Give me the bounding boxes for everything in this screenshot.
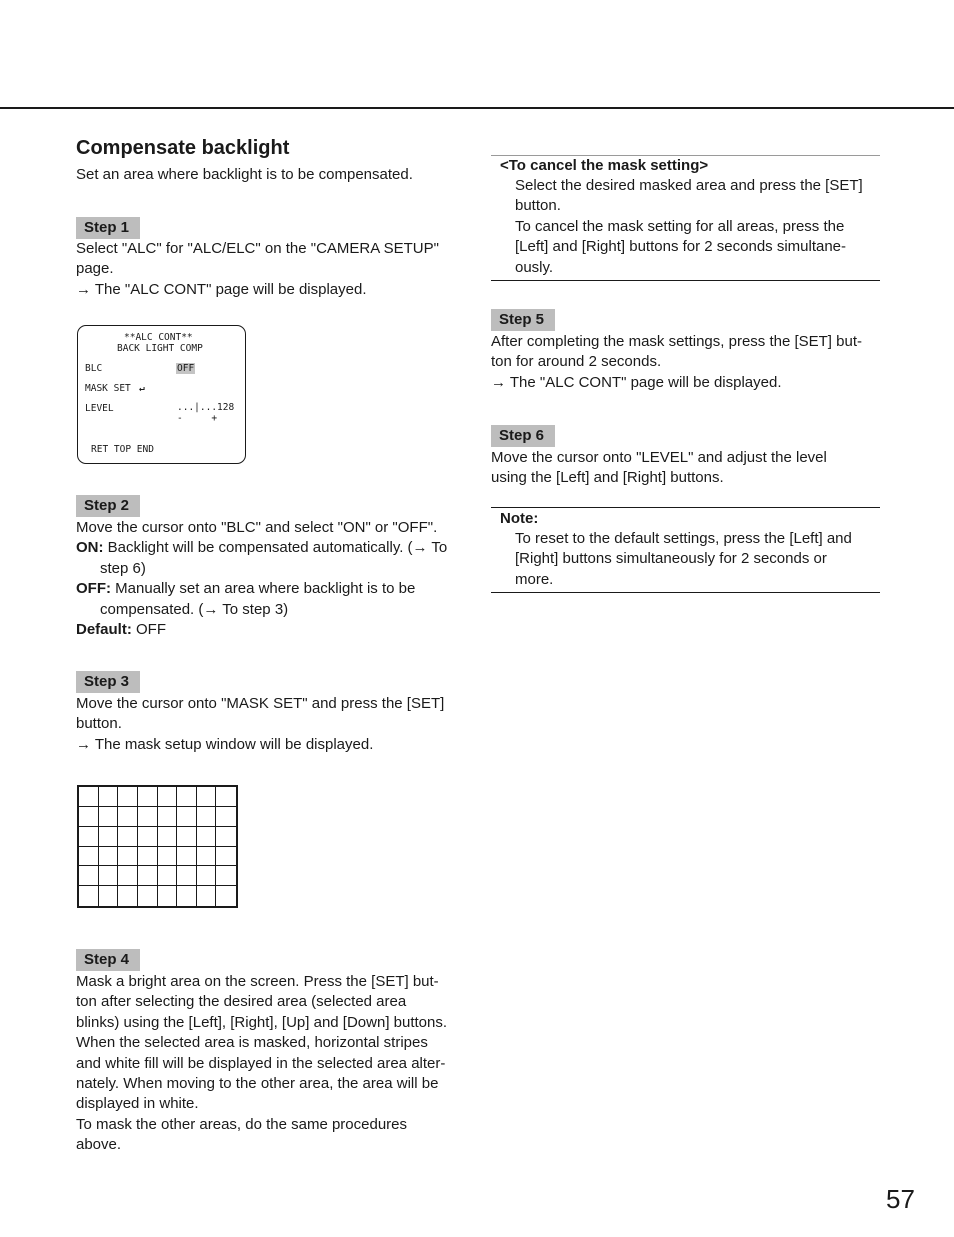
step-6-badge: Step 6 <box>491 425 555 447</box>
grid-cell <box>197 827 217 847</box>
grid-cell <box>138 807 158 827</box>
step-4-line: To mask the other areas, do the same procedures <box>76 1115 408 1133</box>
grid-cell <box>177 886 197 906</box>
grid-cell <box>177 847 197 867</box>
grid-cell <box>118 827 138 847</box>
step-3-result: → The mask setup window will be displayed. <box>76 735 374 753</box>
step-5-body <box>491 332 883 393</box>
grid-cell <box>177 827 197 847</box>
step-2-line: Move the cursor onto "BLC" and select "ON" or "OFF". <box>76 519 438 536</box>
grid-cell <box>158 886 178 906</box>
grid-cell <box>118 807 138 827</box>
step-1-result: → The "ALC CONT" page will be displayed. <box>76 280 367 298</box>
step-6-line: Move the cursor onto "LEVEL" and adjust the level <box>491 449 827 466</box>
grid-cell <box>216 787 236 807</box>
note-line: more. <box>515 570 554 588</box>
grid-cell <box>138 847 158 867</box>
alc-cont-osd-screen <box>77 325 246 464</box>
step-1-line: Select "ALC" for "ALC/ELC" on the "CAMERA SETUP" <box>76 240 439 257</box>
cancel-box-bottom-rule <box>491 280 880 281</box>
osd-blc-value: OFF <box>177 363 195 374</box>
step-6-line: using the [Left] and [Right] buttons. <box>491 469 724 487</box>
cancel-line: ously. <box>515 258 554 276</box>
grid-cell <box>216 866 236 886</box>
step-4-line: above. <box>76 1136 122 1154</box>
grid-cell <box>118 787 138 807</box>
step-3-line: button. <box>76 715 122 733</box>
cancel-line: To cancel the mask setting for all areas, press the <box>515 217 845 235</box>
osd-blc-label: BLC <box>85 363 103 374</box>
cancel-title: <To cancel the mask setting> <box>500 157 709 174</box>
grid-cell <box>158 847 178 867</box>
grid-cell <box>197 847 217 867</box>
step-2-badge: Step 2 <box>76 495 140 517</box>
osd-mask-label: MASK SET <box>85 383 131 394</box>
off-label: OFF: <box>76 580 111 598</box>
step-1-line: page. <box>76 260 114 278</box>
grid-cell <box>99 847 119 867</box>
step-2-default <box>76 620 468 640</box>
grid-cell <box>216 807 236 827</box>
grid-cell <box>216 827 236 847</box>
grid-cell <box>138 886 158 906</box>
enter-icon: ↵ <box>139 383 145 394</box>
step-5-line: ton for around 2 seconds. <box>491 353 662 371</box>
default-text: OFF <box>131 621 167 639</box>
step-3-badge: Step 3 <box>76 671 140 693</box>
step-4-line: Mask a bright area on the screen. Press the [SET] but- <box>76 973 439 990</box>
step-5-line: After completing the mask settings, press the [SET] but- <box>491 333 862 350</box>
page-number: 57 <box>886 1184 915 1214</box>
grid-cell <box>99 866 119 886</box>
on-text: Backlight will be compensated automatically. (→ To step 6) <box>100 539 448 577</box>
grid-cell <box>216 886 236 906</box>
intro-text: Set an area where backlight is to be compensated. <box>76 166 413 183</box>
note-line: To reset to the default settings, press the [Left] and <box>515 530 852 547</box>
grid-cell <box>79 847 99 867</box>
step-4-line: and white fill will be displayed in the selected area alter- <box>76 1054 446 1072</box>
grid-cell <box>158 866 178 886</box>
cancel-line: Select the desired masked area and press the [SET] <box>515 177 863 194</box>
grid-cell <box>99 807 119 827</box>
on-label: ON: <box>76 539 104 557</box>
grid-cell <box>79 787 99 807</box>
step-2-on <box>76 538 468 579</box>
osd-footer: RET TOP END <box>91 444 154 455</box>
step-4-line: ton after selecting the desired area (selected area <box>76 993 407 1011</box>
step-4-line: blinks) using the [Left], [Right], [Up] and [Down] buttons. <box>76 1013 448 1031</box>
grid-cell <box>79 827 99 847</box>
note-line: [Right] buttons simultaneously for 2 seconds or <box>515 550 827 568</box>
step-4-badge: Step 4 <box>76 949 140 971</box>
grid-cell <box>118 866 138 886</box>
grid-cell <box>197 787 217 807</box>
step-1-body <box>76 239 468 300</box>
step-6-body <box>491 448 883 489</box>
grid-cell <box>138 787 158 807</box>
step-3-line: Move the cursor onto "MASK SET" and press the [SET] <box>76 695 445 712</box>
header-rule <box>0 107 954 109</box>
grid-cell <box>99 787 119 807</box>
step-2-off <box>76 579 468 620</box>
grid-cell <box>79 866 99 886</box>
grid-cell <box>197 866 217 886</box>
step-4-line: When the selected area is masked, horizontal stripes <box>76 1034 428 1052</box>
osd-heading: **ALC CONT** <box>124 332 193 343</box>
grid-cell <box>177 787 197 807</box>
grid-cell <box>79 886 99 906</box>
step-4-body <box>76 972 468 1156</box>
grid-cell <box>177 807 197 827</box>
grid-cell <box>158 787 178 807</box>
grid-cell <box>158 807 178 827</box>
note-box <box>500 509 880 590</box>
cancel-mask-box <box>500 156 880 278</box>
grid-cell <box>216 847 236 867</box>
osd-level-bar: ...|...128 <box>177 402 235 413</box>
default-label: Default: <box>76 621 132 639</box>
grid-cell <box>197 886 217 906</box>
grid-cell <box>99 886 119 906</box>
grid-cell <box>118 847 138 867</box>
step-2-body <box>76 518 468 640</box>
step-5-result: → The "ALC CONT" page will be displayed. <box>491 373 782 391</box>
mask-setup-grid <box>77 785 238 908</box>
cancel-line: button. <box>515 197 561 215</box>
grid-cell <box>118 886 138 906</box>
cancel-line: [Left] and [Right] buttons for 2 seconds simultane- <box>515 238 847 256</box>
osd-level-signs: - + <box>177 413 218 424</box>
step-4-line: displayed in white. <box>76 1095 199 1113</box>
step-5-badge: Step 5 <box>491 309 555 331</box>
step-3-body <box>76 694 468 755</box>
grid-cell <box>138 866 158 886</box>
grid-cell <box>158 827 178 847</box>
osd-subheading: BACK LIGHT COMP <box>117 343 203 354</box>
note-bottom-rule <box>491 592 880 593</box>
grid-cell <box>99 827 119 847</box>
step-4-line: nately. When moving to the other area, the area will be <box>76 1075 439 1093</box>
page-title: Compensate backlight <box>76 137 290 159</box>
note-title: Note: <box>500 510 539 527</box>
osd-level-label: LEVEL <box>85 403 114 414</box>
step-1-badge: Step 1 <box>76 217 140 239</box>
note-top-rule <box>491 507 880 508</box>
off-text: Manually set an area where backlight is to be compensated. (→ To step 3) <box>100 580 416 618</box>
grid-cell <box>177 866 197 886</box>
grid-cell <box>79 807 99 827</box>
grid-cell <box>197 807 217 827</box>
grid-cell <box>138 827 158 847</box>
